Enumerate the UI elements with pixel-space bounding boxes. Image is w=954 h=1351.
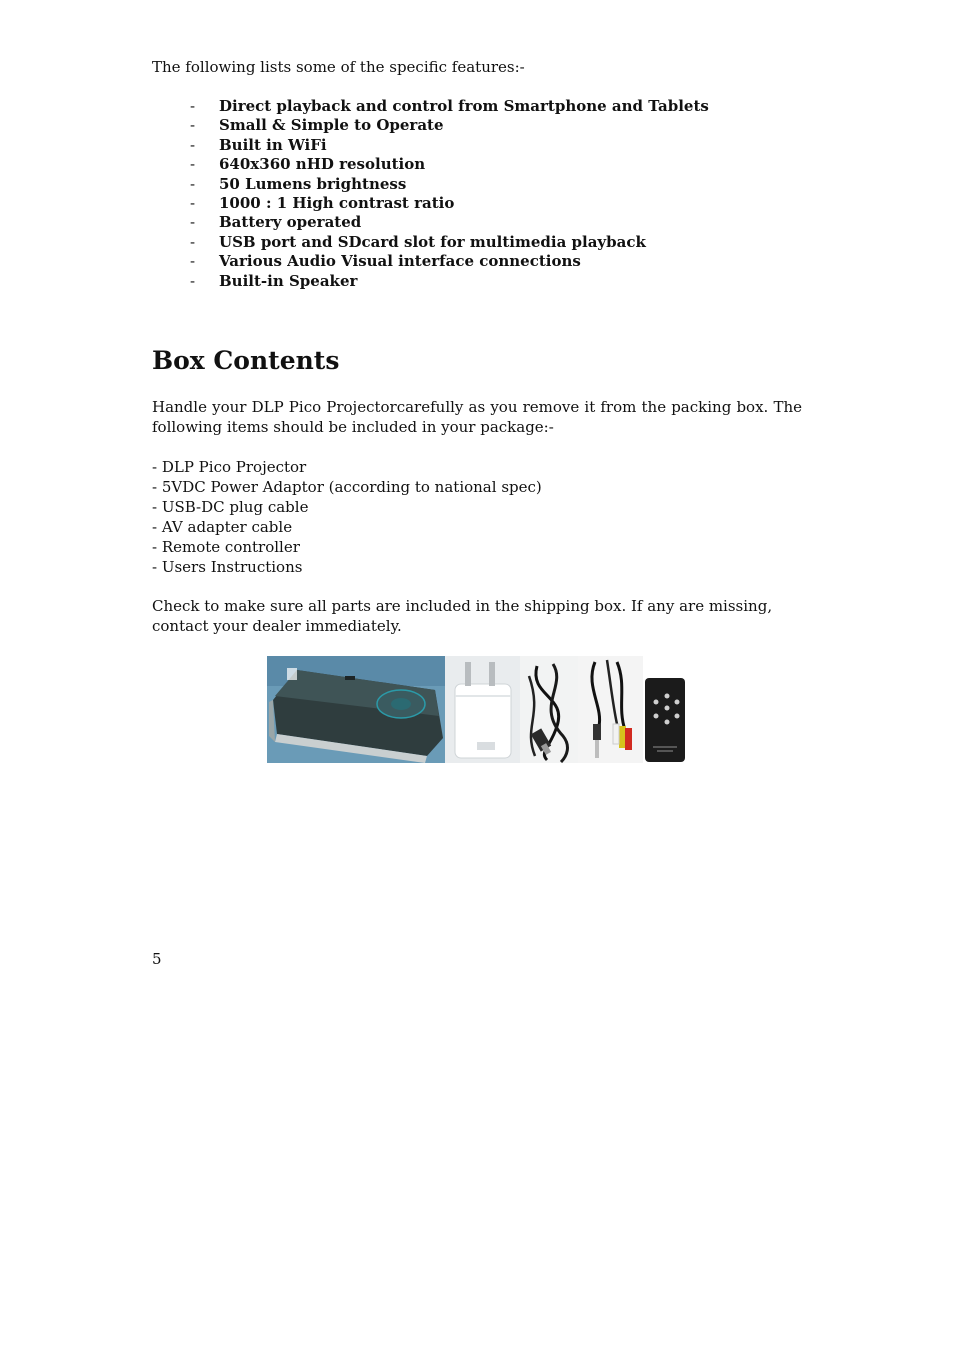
- bullet-dash: -: [190, 155, 196, 174]
- feature-item: - 50 Lumens brightness: [190, 174, 407, 193]
- feature-item: - Small & Simple to Operate: [190, 116, 444, 135]
- section-heading: Box Contents: [152, 346, 340, 375]
- feature-item: - Built-in Speaker: [190, 271, 358, 290]
- box-item: - Remote controller: [152, 538, 300, 556]
- box-item: - 5VDC Power Adaptor (according to national spec): [152, 478, 542, 496]
- bullet-dash: -: [190, 116, 196, 135]
- remote-controller-image: [643, 656, 686, 763]
- bullet-dash: -: [190, 232, 196, 251]
- feature-item: - 1000 : 1 High contrast ratio: [190, 194, 455, 213]
- bullet-dash: -: [190, 135, 196, 154]
- usb-cable-image: [520, 656, 578, 763]
- bullet-dash: -: [190, 194, 196, 213]
- feature-item: - 640x360 nHD resolution: [190, 155, 426, 174]
- box-contents-list: [152, 457, 542, 577]
- feature-item: - Built in WiFi: [190, 135, 327, 154]
- bullet-dash: -: [190, 213, 196, 232]
- box-item: - Users Instructions: [152, 558, 303, 576]
- box-item: - DLP Pico Projector: [152, 458, 307, 476]
- bullet-dash: -: [190, 271, 196, 290]
- check-paragraph: Check to make sure all parts are included in the shipping box. If any are missing, contact your dealer immediately.: [152, 597, 773, 635]
- box-contents-photo: [267, 656, 686, 763]
- page-number: 5: [152, 950, 162, 968]
- bullet-dash: -: [190, 174, 196, 193]
- box-item: - USB-DC plug cable: [152, 498, 309, 516]
- power-adaptor-image: [445, 656, 520, 763]
- av-cable-image: [578, 656, 643, 763]
- bullet-dash: -: [190, 97, 196, 115]
- handling-paragraph: Handle your DLP Pico Projectorcarefully as you remove it from the packing box. The following items should be included in your package:-: [152, 398, 802, 436]
- feature-item: - Battery operated: [190, 213, 362, 232]
- features-list: [152, 97, 709, 291]
- feature-item: - Various Audio Visual interface connections: [190, 252, 581, 271]
- bullet-dash: -: [190, 252, 196, 271]
- box-item: - AV adapter cable: [152, 518, 293, 536]
- features-intro: The following lists some of the specific features:-: [152, 58, 525, 76]
- feature-item: - USB port and SDcard slot for multimedia playback: [190, 232, 646, 251]
- projector-image: [267, 656, 445, 763]
- feature-item: - Direct playback and control from Smartphone and Tablets: [190, 97, 709, 115]
